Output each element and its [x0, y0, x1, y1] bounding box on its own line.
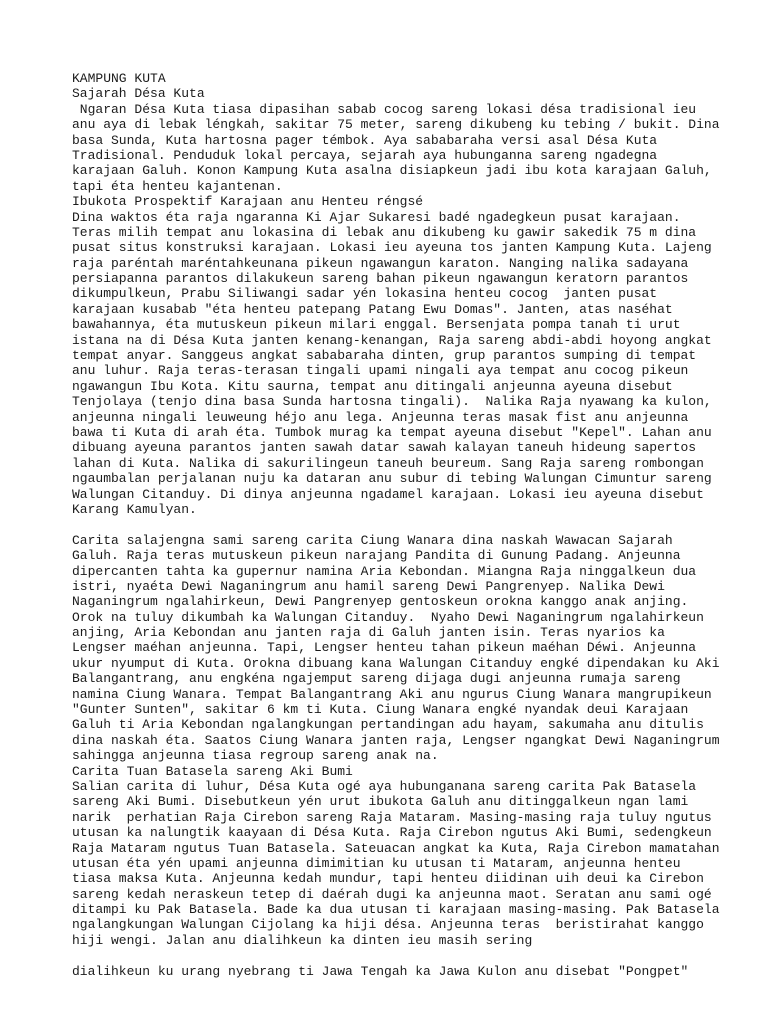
text-line: raja paréntah maréntahkeunana pikeun ngawangun karaton. Nanging nalika sadayana [72, 255, 689, 271]
text-line: hiji wengi. Jalan anu dialihkeun ka dinten ieu masih sering [72, 932, 533, 948]
text-line: Carita salajengna sami sareng carita Ciung Wanara dina naskah Wawacan Sajarah [72, 532, 673, 548]
text-line: Sajarah Désa Kuta [72, 86, 205, 102]
text-line: sahingga anjeunna tiasa regroup sareng anak na. [72, 748, 439, 764]
text-line: tiasa maksa Kuta. Anjeunna kedah mundur, tapi henteu diidinan uih deui ka Cirebon [72, 871, 704, 887]
paragraph-gap [72, 517, 752, 532]
text-line: Orok na tuluy dikumbah ka Walungan Citanduy. Nyaho Dewi Naganingrum ngalahirkeun [72, 609, 704, 625]
text-line: Naganingrum ngalahirkeun, Dewi Pangrenyep gentoskeun orokna kanggo anak anjing. [72, 594, 689, 610]
text-line: bawa ti Kuta di arah éta. Tumbok murag ka tempat ayeuna disebut "Kepel". Lahan anu [72, 424, 712, 440]
text-line: dikumpulkeun, Prabu Siliwangi sadar yén lokasina henteu cocog janten pusat [72, 286, 658, 302]
text-line: anjing, Aria Kebondan anu janten raja di Galuh janten isin. Teras nyarios ka [72, 625, 665, 641]
text-line: ngalangkungan Walungan Cijolang ka hiji désa. Anjeunna teras beristirahat kanggo [72, 917, 704, 933]
document-page [72, 71, 752, 979]
text-line: anu aya di lebak léngkah, sakitar 75 meter, sareng dikubeng ku tebing / bukit. Dina [72, 117, 720, 133]
paragraph-gap [72, 948, 752, 963]
text-line: dialihkeun ku urang nyebrang ti Jawa Tengah ka Jawa Kulon anu disebat "Pongpet" [72, 963, 689, 979]
text-line: Galuh. Raja teras mutuskeun pikeun narajang Pandita di Gunung Padang. Anjeunna [72, 548, 681, 564]
text-line: ukur nyumput di Kuta. Orokna dibuang kana Walungan Citanduy engké dipendakan ku Aki [72, 655, 720, 671]
text-line: Ngaran Désa Kuta tiasa dipasihan sabab cocog sareng lokasi désa tradisional ieu [72, 101, 697, 117]
text-line: basa Sunda, Kuta hartosna pager témbok. Aya sababaraha versi asal Désa Kuta [72, 132, 658, 148]
text-line: dina naskah éta. Saatos Ciung Wanara janten raja, Lengser ngangkat Dewi Naganingrum [72, 732, 720, 748]
text-line: bawahannya, éta mutuskeun pikeun milari enggal. Bersenjata pompa tanah ti urut [72, 317, 681, 333]
text-line: KAMPUNG KUTA [72, 71, 166, 86]
text-line: sareng Aki Bumi. Disebutkeun yén urut ibukota Galuh anu ditinggalkeun ngan lami [72, 794, 689, 810]
text-line: Ibukota Prospektif Karajaan anu Henteu réngsé [72, 194, 424, 210]
text-line: Salian carita di luhur, Désa Kuta ogé aya hubunganana sareng carita Pak Batasela [72, 778, 697, 794]
text-line: karajaan Galuh. Konon Kampung Kuta asalna disiapkeun jadi ibu kota karajaan Galuh, [72, 163, 712, 179]
text-line: ngawangun Ibu Kota. Kitu saurna, tempat anu ditingali anjeunna ayeuna disebut [72, 378, 673, 394]
text-line: persiapanna parantos dilakukeun sareng bahan pikeun ngawangun keratorn parantos [72, 271, 689, 287]
text-line: Tenjolaya (tenjo dina basa Sunda hartosna tingali). Nalika Raja nyawang ka kulon, [72, 394, 712, 410]
text-line: Galuh ti Aria Kebondan ngalangkungan pertandingan adu hayam, sakumaha anu ditulis [72, 717, 704, 733]
text-line: Carita Tuan Batasela sareng Aki Bumi [72, 763, 353, 779]
text-line: utusan éta yén upami anjeunna dimimitian ku utusan ti Mataram, anjeunna henteu [72, 855, 681, 871]
text-line: pusat situs konstruksi karajaan. Lokasi ieu ayeuna tos janten Kampung Kuta. Lajeng [72, 240, 712, 256]
text-line: "Gunter Sunten", sakitar 6 km ti Kuta. Ciung Wanara engké nyandak deui Karajaan [72, 702, 689, 718]
text-line: ngaumbalan perjalanan nuju ka dataran anu subur di tebing Walungan Cimuntur sareng [72, 471, 712, 487]
text-line: Lengser maéhan anjeunna. Tapi, Lengser henteu tahan pikeun maéhan Déwi. Anjeunna [72, 640, 697, 656]
text-line: ditampi ku Pak Batasela. Bade ka dua utusan ti karajaan masing-masing. Pak Batasela [72, 902, 720, 918]
text-line: Karang Kamulyan. [72, 501, 197, 517]
text-line: karajaan kusabab "éta henteu patepang Patang Ewu Domas". Janten, atas naséhat [72, 301, 673, 317]
text-line: istana na di Désa Kuta janten kenang-kenangan, Raja sareng abdi-abdi hoyong angkat [72, 332, 712, 348]
text-line: namina Ciung Wanara. Tempat Balangantrang Aki anu ngurus Ciung Wanara mangrupikeun [72, 686, 712, 702]
text-line: Walungan Citanduy. Di dinya anjeunna ngadamel karajaan. Lokasi ieu ayeuna disebut [72, 486, 704, 502]
text-line: narik perhatian Raja Cirebon sareng Raja Mataram. Masing-masing raja tuluy ngutus [72, 809, 712, 825]
text-line: anjeunna ningali leuweung héjo anu lega. Anjeunna teras masak fist anu anjeunna [72, 409, 689, 425]
text-line: Dina waktos éta raja ngaranna Ki Ajar Sukaresi badé ngadegkeun pusat karajaan. [72, 209, 681, 225]
text-line: utusan ka nalungtik kaayaan di Désa Kuta. Raja Cirebon ngutus Aki Bumi, sedengkeun [72, 825, 712, 841]
text-line: tempat anyar. Sanggeus angkat sababaraha dinten, grup parantos sumping di tempat [72, 348, 697, 364]
text-line: Teras milih tempat anu lokasina di lebak anu dikubeng ku gawir sakedik 75 m dina [72, 224, 697, 240]
text-line: anu luhur. Raja teras-terasan tingali upami ningali aya tempat anu cocog pikeun [72, 363, 689, 379]
text-line: sareng kedah neraskeun tetep di daérah dugi ka anjeunna maot. Seratan anu sami ogé [72, 886, 712, 902]
text-line: istri, nyaéta Dewi Naganingrum anu hamil sareng Dewi Pangrenyep. Nalika Dewi [72, 578, 665, 594]
text-line: Balangantrang, anu engkéna ngajemput sareng dijaga dugi anjeunna rumaja sareng [72, 671, 681, 687]
text-line: dibuang ayeuna parantos janten sawah datar sawah kalayan taneuh hideung sapertos [72, 440, 697, 456]
text-line: Tradisional. Penduduk lokal percaya, sejarah aya hubunganna sareng ngadegna [72, 147, 658, 163]
text-line: tapi éta henteu kajantenan. [72, 178, 283, 194]
text-line: dipercanten tahta ka gupernur namina Aria Kebondan. Miangna Raja ninggalkeun dua [72, 563, 697, 579]
text-line: Raja Mataram ngutus Tuan Batasela. Sateuacan angkat ka Kuta, Raja Cirebon mamatahan [72, 840, 720, 856]
text-line: lahan di Kuta. Nalika di sakurilingeun taneuh beureum. Sang Raja sareng rombongan [72, 455, 704, 471]
